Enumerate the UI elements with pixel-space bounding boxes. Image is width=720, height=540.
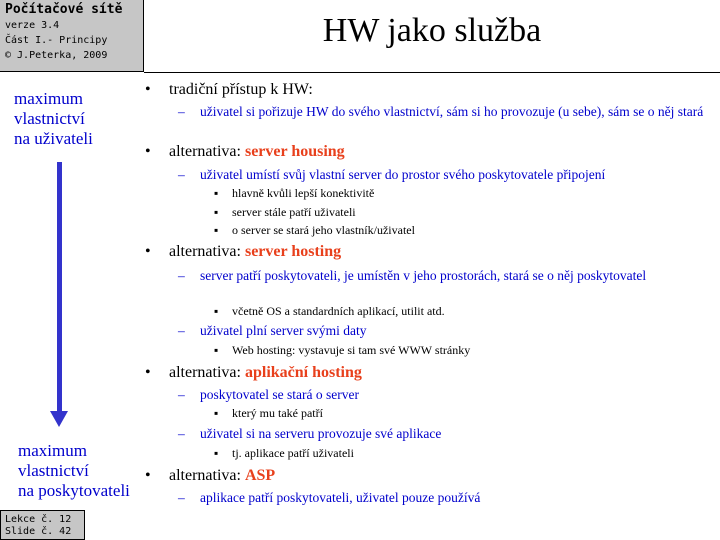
slide-title: HW jako služba (322, 12, 542, 49)
course-version: verze 3.4 (5, 20, 60, 31)
detail-text: o server se stará jeho vlastník/uživatel (232, 223, 415, 237)
sub-item (178, 268, 713, 284)
course-author: © J.Peterka, 2009 (5, 50, 108, 61)
bullet-text (169, 143, 345, 161)
detail-text: který mu také patří (232, 406, 323, 420)
sub-item-text: server patří poskytovateli, je umístěn v jeho prostorách, stará se o něj poskytovatel (200, 268, 647, 283)
bottom-label-line: na poskytovateli (18, 481, 130, 500)
bullet-text (169, 364, 362, 382)
sub-item (178, 387, 713, 403)
bullet-prefix: alternativa: (169, 467, 245, 484)
bullet-prefix: alternativa: (169, 364, 245, 381)
sub-item (178, 104, 713, 120)
sub-item-text: uživatel si pořizuje HW do svého vlastnictví, sám si ho provozuje (u sebe), sám se o něj stará (200, 104, 704, 119)
square-bullet-icon: ▪ (214, 406, 219, 420)
bullet-icon: • (145, 364, 151, 381)
sub-item-text: aplikace patří poskytovateli, uživatel pouze používá (200, 490, 481, 505)
title-divider (144, 72, 720, 73)
sub-item (178, 323, 713, 339)
slide-footer-box (0, 510, 85, 540)
course-info-box (0, 0, 144, 72)
bullet-icon: • (145, 143, 151, 160)
detail-text: včetně OS a standardních aplikací, utilit atd. (232, 304, 445, 318)
sub-item (178, 490, 713, 506)
bullet-text (169, 467, 275, 485)
square-bullet-icon: ▪ (214, 186, 219, 200)
ownership-arrow-shaft (57, 162, 62, 414)
detail-text: Web hosting: vystavuje si tam své WWW stránky (232, 343, 471, 357)
bottom-label-line: maximum (18, 441, 87, 460)
bullet-highlight: server housing (244, 143, 345, 160)
top-label-line: maximum (14, 89, 83, 108)
lesson-number: Lekce č. 12 (5, 514, 72, 525)
dash-icon: – (178, 490, 185, 505)
sub-item (178, 426, 713, 442)
bullet-highlight: aplikační hosting (244, 364, 362, 381)
sub-item-text: poskytovatel se stará o server (200, 387, 359, 402)
bullet-highlight: ASP (244, 467, 276, 484)
square-bullet-icon: ▪ (214, 304, 219, 318)
course-part: Část I.- Principy (5, 35, 108, 46)
detail-text: server stále patří uživateli (232, 205, 356, 219)
bullet-highlight: server hosting (244, 243, 342, 260)
bottom-label-line: vlastnictví (18, 461, 89, 480)
sub-item-text: uživatel plní server svými daty (200, 323, 367, 338)
slide-number: Slide č. 42 (5, 526, 72, 537)
top-label-line: vlastnictví (14, 109, 85, 128)
dash-icon: – (178, 167, 185, 182)
course-title: Počítačové sítě (5, 2, 123, 17)
sub-item-text: uživatel si na serveru provozuje své aplikace (200, 426, 442, 441)
bullet-text (169, 243, 341, 261)
dash-icon: – (178, 104, 185, 119)
detail-text: hlavně kvůli lepší konektivitě (232, 186, 375, 200)
bullet-prefix: alternativa: (169, 143, 245, 160)
bullet-prefix: alternativa: (169, 243, 245, 260)
bullet-icon: • (145, 81, 151, 98)
detail-text: tj. aplikace patří uživateli (232, 446, 354, 460)
dash-icon: – (178, 268, 185, 283)
square-bullet-icon: ▪ (214, 343, 219, 357)
sub-item-text: uživatel umístí svůj vlastní server do prostor svého poskytovatele připojení (200, 167, 606, 182)
bottom-side-label (18, 441, 130, 501)
square-bullet-icon: ▪ (214, 223, 219, 237)
arrow-down-icon (50, 411, 68, 427)
square-bullet-icon: ▪ (214, 205, 219, 219)
sub-item (178, 167, 713, 183)
bullet-icon: • (145, 243, 151, 260)
square-bullet-icon: ▪ (214, 446, 219, 460)
dash-icon: – (178, 387, 185, 402)
top-side-label (14, 89, 93, 149)
top-label-line: na uživateli (14, 129, 93, 148)
bullet-icon: • (145, 467, 151, 484)
bullet-text: tradiční přístup k HW: (169, 81, 313, 98)
dash-icon: – (178, 426, 185, 441)
dash-icon: – (178, 323, 185, 338)
